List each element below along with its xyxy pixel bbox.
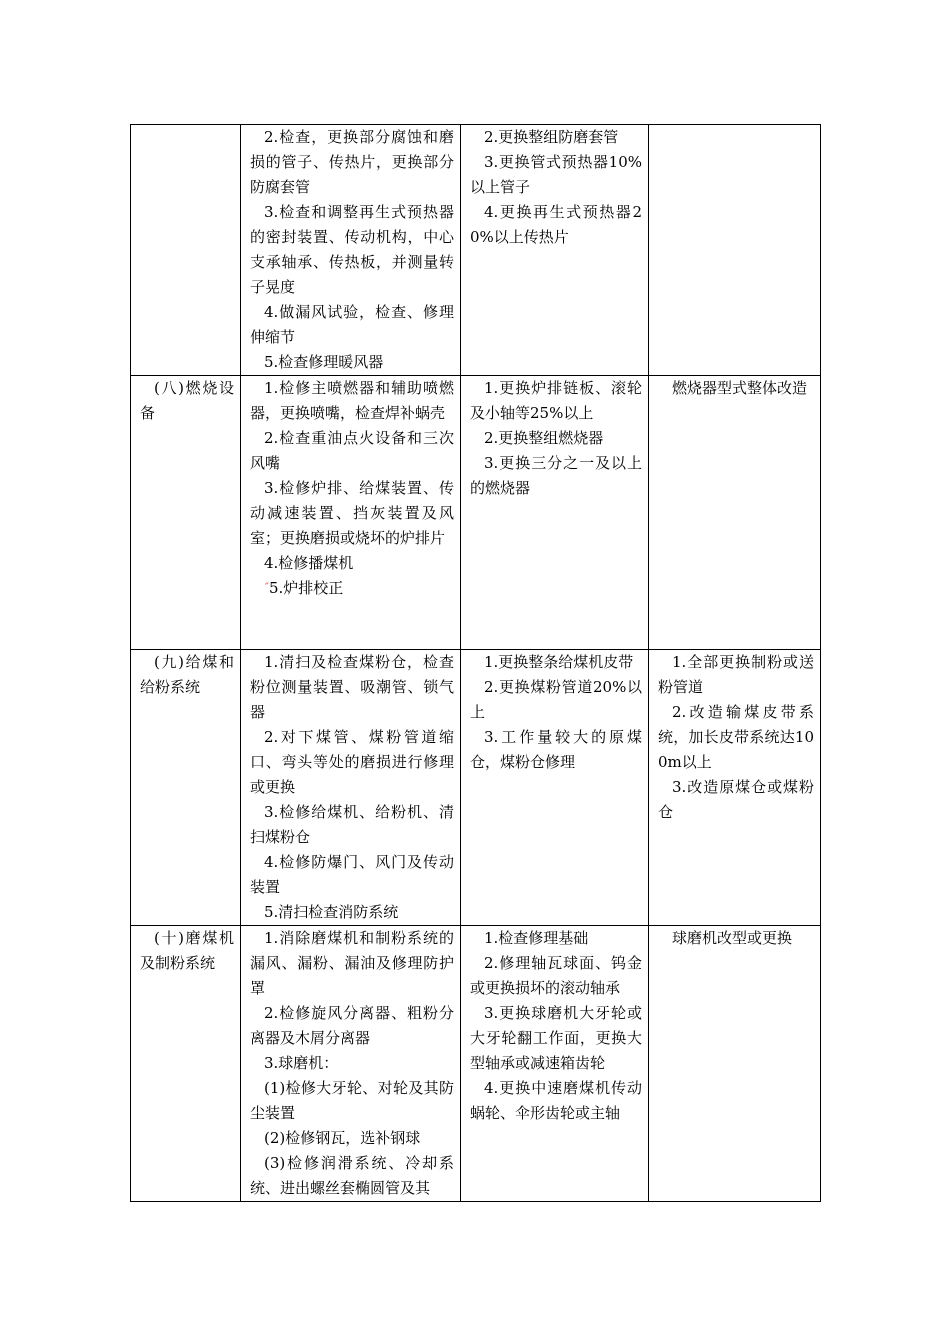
inspection-item: 2.对下煤管、煤粉管道缩口、弯头等处的磨损进行修理或更换 bbox=[250, 728, 454, 796]
inspection-item: 5.清扫检查消防系统 bbox=[264, 903, 399, 921]
renovation-cell bbox=[649, 125, 821, 376]
inspection-item: 1.消除磨煤机和制粉系统的漏风、漏粉、漏油及修理防护罩 bbox=[250, 929, 454, 997]
inspection-subitem: (3)检修润滑系统、冷却系统、进出螺丝套椭圆管及其 bbox=[250, 1154, 454, 1197]
category-label: (八)燃烧设备 bbox=[140, 379, 234, 422]
inspection-item: 5.炉排校正 bbox=[269, 579, 344, 597]
replacement-item: 3.更换球磨机大牙轮或大牙轮翻工作面，更换大型轴承或减速箱齿轮 bbox=[470, 1004, 642, 1072]
replacement-item: 2.更换整组燃烧器 bbox=[484, 429, 604, 447]
replacement-item: 4.更换中速磨煤机传动蜗轮、伞形齿轮或主轴 bbox=[470, 1079, 642, 1122]
replacement-item: 1.更换整条给煤机皮带 bbox=[484, 653, 634, 671]
category-label: (九)给煤和给粉系统 bbox=[140, 653, 234, 696]
inspection-cell bbox=[241, 376, 461, 650]
inspection-item: 3.检查和调整再生式预热器的密封装置、传动机构，中心支承轴承、传热板，并测量转子晃度 bbox=[250, 203, 454, 296]
category-cell bbox=[131, 125, 241, 376]
renovation-item: 2.改造输煤皮带系统，加长皮带系统达100m以上 bbox=[658, 703, 814, 771]
inspection-cell bbox=[241, 926, 461, 1202]
inspection-item: 1.清扫及检查煤粉仓，检查粉位测量装置、吸潮管、锁气器 bbox=[250, 653, 454, 721]
renovation-cell bbox=[649, 926, 821, 1202]
replacement-item: 2.修理轴瓦球面、钨金或更换损坏的滚动轴承 bbox=[470, 954, 642, 997]
category-label: (十)磨煤机及制粉系统 bbox=[140, 929, 234, 972]
renovation-item: 1.全部更换制粉或送粉管道 bbox=[658, 653, 814, 696]
replacement-cell bbox=[461, 376, 649, 650]
inspection-subitem: (1)检修大牙轮、对轮及其防尘装置 bbox=[250, 1079, 454, 1122]
category-cell bbox=[131, 650, 241, 926]
replacement-item: 1.更换炉排链板、滚轮及小轴等25%以上 bbox=[470, 379, 642, 422]
inspection-item: 5.检查修理暖风器 bbox=[264, 353, 384, 371]
table-row bbox=[131, 125, 821, 376]
inspection-item: 3.球磨机： bbox=[264, 1054, 339, 1072]
renovation-item: 球磨机改型或更换 bbox=[672, 929, 793, 947]
replacement-item: 3.工作量较大的原煤仓，煤粉仓修理 bbox=[470, 728, 642, 771]
category-cell bbox=[131, 376, 241, 650]
replacement-cell bbox=[461, 926, 649, 1202]
renovation-cell bbox=[649, 376, 821, 650]
renovation-item: 燃烧器型式整体改造 bbox=[672, 379, 808, 397]
category-cell bbox=[131, 926, 241, 1202]
inspection-cell bbox=[241, 125, 461, 376]
inspection-item: 1.检修主喷燃器和辅助喷燃器，更换喷嘴，检查焊补蜗壳 bbox=[250, 379, 454, 422]
table-row bbox=[131, 926, 821, 1202]
replacement-item: 1.检查修理基础 bbox=[484, 929, 589, 947]
replacement-item: 4.更换再生式预热器20%以上传热片 bbox=[470, 203, 642, 246]
replacement-item: 2.更换整组防磨套管 bbox=[484, 128, 619, 146]
replacement-item: 2.更换煤粉管道20%以上 bbox=[470, 678, 642, 721]
inspection-subitem: (2)检修钢瓦，选补钢球 bbox=[264, 1129, 421, 1147]
inspection-item: 4.检修播煤机 bbox=[264, 554, 354, 572]
inspection-item: 2.检修旋风分离器、粗粉分离器及木屑分离器 bbox=[250, 1004, 454, 1047]
replacement-item: 3.更换管式预热器10%以上管子 bbox=[470, 153, 642, 196]
renovation-item: 3.改造原煤仓或煤粉仓 bbox=[658, 778, 814, 821]
edit-mark-icon: ˝ bbox=[264, 583, 269, 594]
inspection-item-with-mark bbox=[250, 576, 454, 601]
renovation-cell bbox=[649, 650, 821, 926]
replacement-cell bbox=[461, 650, 649, 926]
replacement-cell bbox=[461, 125, 649, 376]
inspection-item: 3.检修给煤机、给粉机、清扫煤粉仓 bbox=[250, 803, 454, 846]
overhaul-table bbox=[130, 124, 821, 1202]
inspection-item: 2.检查重油点火设备和三次风嘴 bbox=[250, 429, 454, 472]
replacement-item: 3.更换三分之一及以上的燃烧器 bbox=[470, 454, 642, 497]
inspection-item: 3.检修炉排、给煤装置、传动减速装置、挡灰装置及风室；更换磨损或烧坏的炉排片 bbox=[250, 479, 454, 547]
inspection-item: 4.检修防爆门、风门及传动装置 bbox=[250, 853, 454, 896]
table-row bbox=[131, 650, 821, 926]
inspection-cell bbox=[241, 650, 461, 926]
inspection-item: 2.检查，更换部分腐蚀和磨损的管子、传热片，更换部分防腐套管 bbox=[250, 128, 454, 196]
table-row bbox=[131, 376, 821, 650]
inspection-item: 4.做漏风试验，检查、修理伸缩节 bbox=[250, 303, 454, 346]
